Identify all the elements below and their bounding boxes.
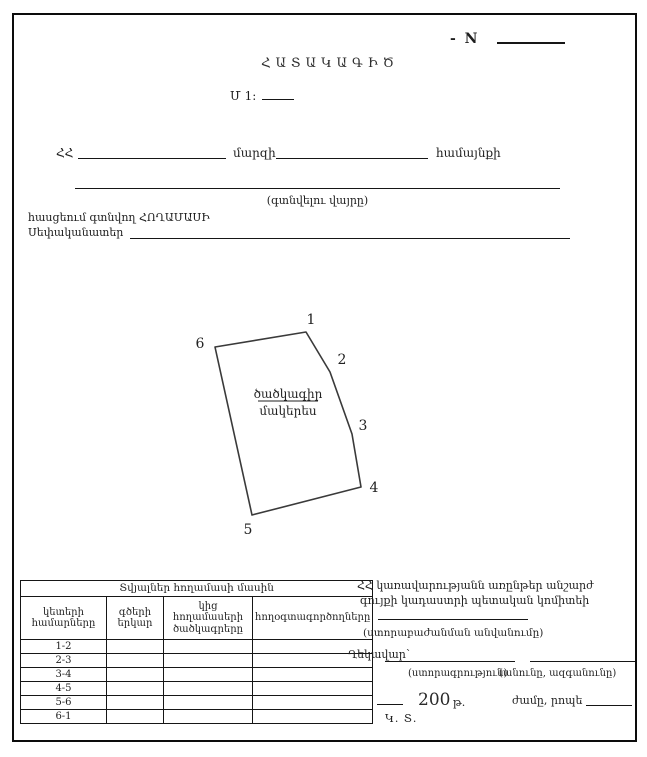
empty-cell xyxy=(107,696,164,710)
time-blank-field xyxy=(586,705,632,706)
year-suffix: թ. xyxy=(453,696,466,709)
empty-cell xyxy=(107,710,164,724)
head-label: Ղեկավար՝ xyxy=(348,648,410,661)
column-header-adjacent-codes: կից հողամասերի ծածկագրերը xyxy=(164,597,253,640)
row-points: 1-2 xyxy=(21,640,107,654)
empty-cell xyxy=(107,682,164,696)
empty-cell xyxy=(164,710,253,724)
empty-cell xyxy=(107,668,164,682)
table-title-row xyxy=(21,581,373,597)
empty-cell xyxy=(164,682,253,696)
table-row xyxy=(21,654,373,668)
row-points: 5-6 xyxy=(21,696,107,710)
community-blank-field xyxy=(276,158,428,159)
vertex-label-1: 1 xyxy=(306,312,316,328)
column-header-points: կետերի համարները xyxy=(21,597,107,640)
empty-cell xyxy=(253,682,373,696)
empty-cell xyxy=(107,654,164,668)
vertex-label-2: 2 xyxy=(337,352,347,368)
committee-name-line1: ՀՀ կառավարությանն առընթեր անշարժ xyxy=(357,579,594,592)
marz-blank-field xyxy=(78,158,226,159)
north-indicator: - N xyxy=(450,31,480,47)
committee-name-line2: գույքի կադաստրի պետական կոմիտեի xyxy=(360,594,590,607)
empty-cell xyxy=(253,696,373,710)
subdivision-blank-field xyxy=(378,619,528,620)
owner-blank-field xyxy=(130,238,570,239)
vertex-label-3: 3 xyxy=(358,418,368,434)
plot-area-label: մակերես xyxy=(259,404,317,418)
marz-label: մարզի xyxy=(233,146,276,160)
seal-label: Կ. Տ. xyxy=(385,712,418,725)
table-row xyxy=(21,696,373,710)
signature-blank-field xyxy=(385,661,515,662)
location-caption: (գտնվելու վայրը) xyxy=(266,194,369,207)
empty-cell xyxy=(164,668,253,682)
table-row xyxy=(21,640,373,654)
location-blank-field xyxy=(75,188,560,189)
plot-diagram xyxy=(178,296,402,540)
column-header-lengths: գծերի երկար xyxy=(107,597,164,640)
address-text: հասցեում գտնվող ՀՈՂԱՄԱՍԻ xyxy=(28,211,210,224)
scale-label: Մ 1: xyxy=(230,89,257,103)
empty-cell xyxy=(107,640,164,654)
year-text: 200 xyxy=(418,690,451,710)
empty-cell xyxy=(164,654,253,668)
scale-row xyxy=(230,88,294,103)
row-points: 4-5 xyxy=(21,682,107,696)
table-title: Տվյալներ հողամասի մասին xyxy=(21,581,373,597)
community-label: համայնքի xyxy=(436,146,501,160)
row-points: 3-4 xyxy=(21,668,107,682)
country-prefix: ՀՀ xyxy=(56,146,74,160)
north-arrow-line xyxy=(497,42,565,44)
table-row xyxy=(21,710,373,724)
row-points: 2-3 xyxy=(21,654,107,668)
scale-blank-field xyxy=(262,88,294,100)
signature-caption: (ստորագրություն) xyxy=(408,668,508,679)
name-caption: (անունը, ազգանունը) xyxy=(499,668,617,679)
name-blank-field xyxy=(530,661,635,662)
info-table xyxy=(20,580,373,724)
table-row xyxy=(21,668,373,682)
empty-cell xyxy=(164,696,253,710)
empty-cell xyxy=(164,640,253,654)
empty-cell xyxy=(253,668,373,682)
vertex-label-6: 6 xyxy=(195,336,205,352)
empty-cell xyxy=(253,710,373,724)
time-label: ժամը, րոպե xyxy=(512,694,583,707)
table-row xyxy=(21,682,373,696)
subdivision-caption: (ստորաբաժանման անվանումը) xyxy=(363,627,544,639)
plot-code-label: ծածկագիր xyxy=(253,387,323,401)
column-header-land-users: հողօգտագործողները xyxy=(253,597,373,640)
owner-label: Սեփականատեր xyxy=(28,226,124,239)
row-points: 6-1 xyxy=(21,710,107,724)
date-blank-field xyxy=(377,704,403,705)
form-title: ՀԱՏԱԿԱԳԻԾ xyxy=(261,56,399,71)
vertex-label-5: 5 xyxy=(243,522,253,538)
vertex-label-4: 4 xyxy=(369,480,379,496)
table-header-row xyxy=(21,597,373,640)
